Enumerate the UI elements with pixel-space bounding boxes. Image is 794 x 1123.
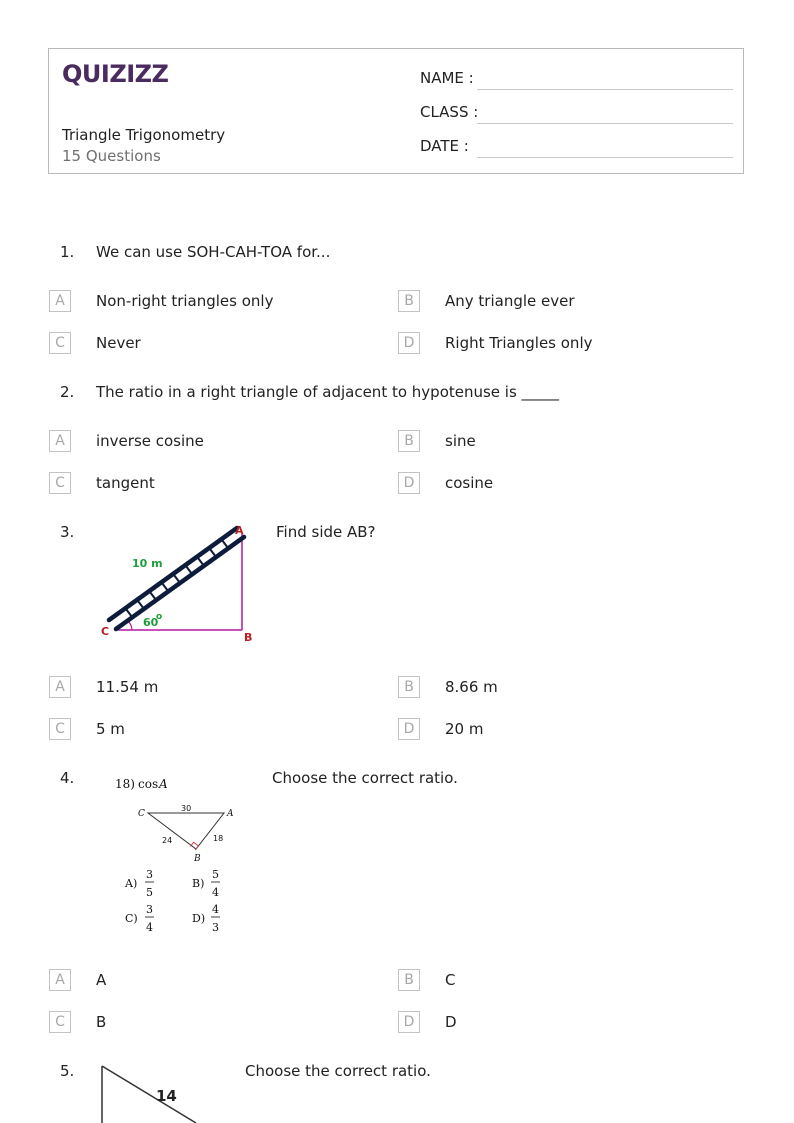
q2-option-b-box[interactable]: B bbox=[398, 430, 420, 452]
ladder bbox=[109, 528, 244, 629]
q1-option-d-box[interactable]: D bbox=[398, 332, 420, 354]
cos-ratio-figure bbox=[110, 772, 260, 942]
side-ca-length: 30 bbox=[181, 804, 192, 813]
vertex-b: B bbox=[194, 854, 201, 864]
svg-text:4: 4 bbox=[146, 921, 153, 934]
side-cb-length: 24 bbox=[162, 836, 173, 845]
vertex-a: A bbox=[227, 809, 234, 819]
class-label: CLASS : bbox=[420, 103, 479, 121]
q3-option-d-box[interactable]: D bbox=[398, 718, 420, 740]
vertex-b-label: B bbox=[244, 631, 253, 644]
angle-arc bbox=[129, 622, 132, 630]
q2-option-d-text: cosine bbox=[445, 474, 494, 492]
q1-option-c-text: Never bbox=[96, 334, 141, 352]
q4-option-d-text: D bbox=[445, 1013, 457, 1031]
triangle-cab bbox=[148, 813, 224, 849]
q4-option-d-box[interactable]: D bbox=[398, 1011, 420, 1033]
choice-c bbox=[125, 903, 154, 934]
worksheet-header bbox=[48, 48, 744, 174]
q3-option-c-box[interactable]: C bbox=[49, 718, 71, 740]
question-5-text: Choose the correct ratio. bbox=[245, 1062, 431, 1080]
question-2-number: 2. bbox=[60, 383, 75, 401]
question-count: 15 Questions bbox=[62, 147, 161, 165]
hypotenuse-label: 10 m bbox=[132, 557, 163, 570]
q1-option-b-text: Any triangle ever bbox=[445, 292, 575, 310]
q3-option-c-text: 5 m bbox=[96, 720, 125, 738]
side-14-label: 14 bbox=[156, 1087, 177, 1105]
question-1-text: We can use SOH-CAH-TOA for... bbox=[96, 243, 331, 261]
function-variable: A bbox=[159, 777, 168, 791]
q1-option-a-box[interactable]: A bbox=[49, 290, 71, 312]
svg-text:4: 4 bbox=[212, 886, 219, 899]
logo-text: QUIZIZZ bbox=[62, 60, 169, 88]
date-label: DATE : bbox=[420, 137, 469, 155]
triangle-hypotenuse bbox=[102, 1066, 196, 1123]
svg-text:A): A) bbox=[125, 877, 138, 890]
q1-option-a-text: Non-right triangles only bbox=[96, 292, 274, 310]
q3-option-d-text: 20 m bbox=[445, 720, 484, 738]
svg-text:5: 5 bbox=[212, 868, 219, 881]
q2-option-b-text: sine bbox=[445, 432, 476, 450]
problem-number: 18) bbox=[115, 777, 135, 791]
vertex-a-label: A bbox=[235, 524, 244, 537]
q4-option-c-box[interactable]: C bbox=[49, 1011, 71, 1033]
question-4-text: Choose the correct ratio. bbox=[272, 769, 458, 787]
name-label: NAME : bbox=[420, 69, 474, 87]
name-field[interactable] bbox=[477, 89, 733, 90]
q4-option-a-box[interactable]: A bbox=[49, 969, 71, 991]
vertex-c: C bbox=[138, 809, 145, 819]
question-4-number: 4. bbox=[60, 769, 75, 787]
ladder-triangle-figure bbox=[96, 518, 266, 650]
worksheet-title: Triangle Trigonometry bbox=[62, 126, 226, 144]
vertex-c-label: C bbox=[101, 625, 110, 638]
q1-option-b-box[interactable]: B bbox=[398, 290, 420, 312]
svg-text:C): C) bbox=[125, 912, 138, 925]
quizizz-logo bbox=[62, 60, 169, 92]
choice-a bbox=[124, 868, 154, 899]
class-field[interactable] bbox=[477, 123, 733, 124]
q4-option-c-text: B bbox=[96, 1013, 107, 1031]
svg-text:B): B) bbox=[192, 877, 205, 890]
q3-option-b-box[interactable]: B bbox=[398, 676, 420, 698]
q3-option-a-box[interactable]: A bbox=[49, 676, 71, 698]
question-3-text: Find side AB? bbox=[276, 523, 376, 541]
q2-option-a-box[interactable]: A bbox=[49, 430, 71, 452]
q2-option-c-box[interactable]: C bbox=[49, 472, 71, 494]
svg-text:3: 3 bbox=[212, 921, 219, 934]
svg-text:5: 5 bbox=[146, 886, 153, 899]
q1-option-d-text: Right Triangles only bbox=[445, 334, 593, 352]
question-3-number: 3. bbox=[60, 523, 75, 541]
angle-label: 60 bbox=[143, 616, 159, 629]
function-label: cos bbox=[138, 777, 159, 791]
q4-option-b-box[interactable]: B bbox=[398, 969, 420, 991]
q2-option-d-box[interactable]: D bbox=[398, 472, 420, 494]
choice-d bbox=[192, 903, 220, 934]
date-field[interactable] bbox=[477, 157, 733, 158]
question-5-triangle-figure bbox=[96, 1062, 206, 1123]
degree-symbol: o bbox=[156, 612, 163, 622]
question-5-number: 5. bbox=[60, 1062, 75, 1080]
choice-b bbox=[192, 868, 220, 899]
q3-option-a-text: 11.54 m bbox=[96, 678, 159, 696]
q3-option-b-text: 8.66 m bbox=[445, 678, 498, 696]
svg-text:3: 3 bbox=[146, 903, 153, 916]
svg-text:3: 3 bbox=[146, 868, 153, 881]
svg-text:4: 4 bbox=[212, 903, 219, 916]
q2-option-c-text: tangent bbox=[96, 474, 155, 492]
question-1-number: 1. bbox=[60, 243, 75, 261]
side-ab-length: 18 bbox=[213, 834, 224, 843]
question-2-text: The ratio in a right triangle of adjacent to hypotenuse is _____ bbox=[96, 383, 560, 401]
q4-option-b-text: C bbox=[445, 971, 456, 989]
svg-text:D): D) bbox=[192, 912, 206, 925]
q4-option-a-text: A bbox=[96, 971, 107, 989]
q1-option-c-box[interactable]: C bbox=[49, 332, 71, 354]
q2-option-a-text: inverse cosine bbox=[96, 432, 204, 450]
